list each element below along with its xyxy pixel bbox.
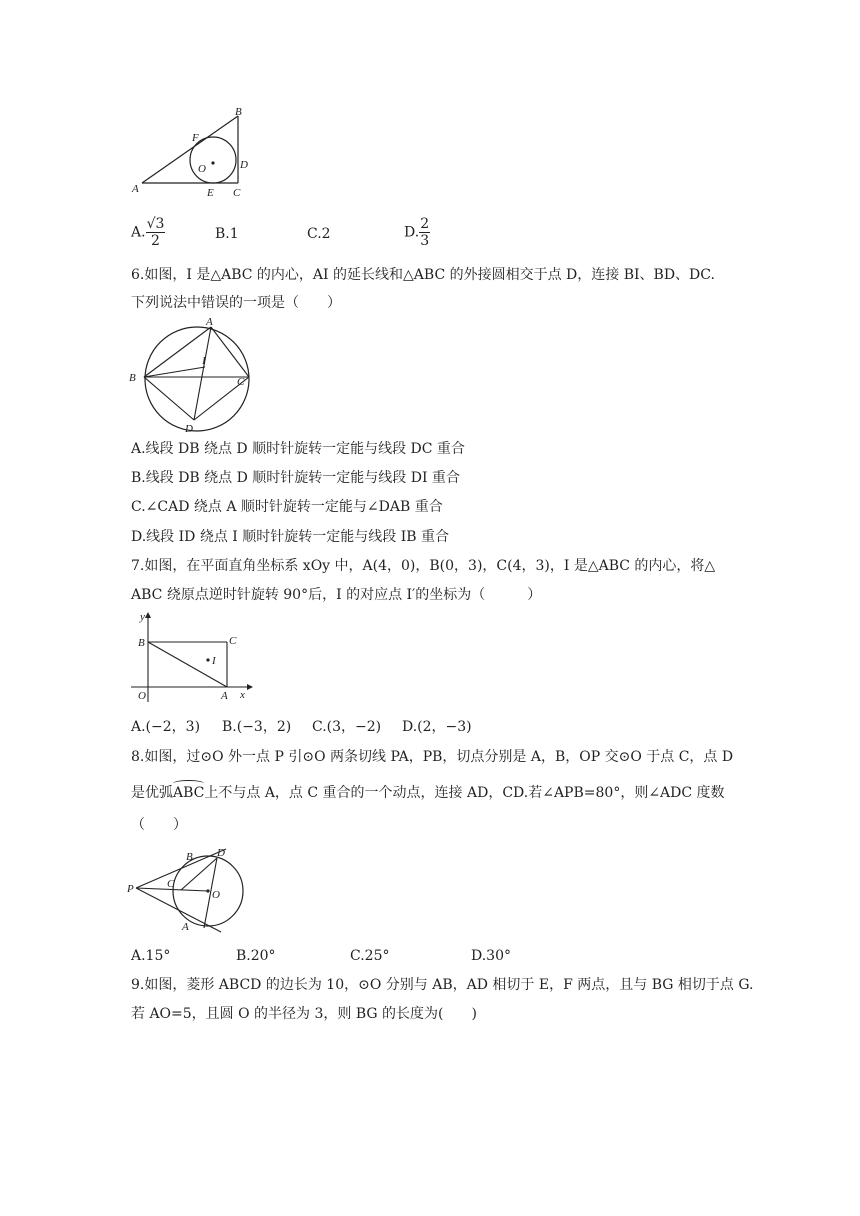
q6-option-c: C.∠CAD 绕点 A 顺时针旋转一定能与∠DAB 重合 bbox=[131, 499, 443, 515]
q5-label-e: E bbox=[207, 187, 214, 199]
q8-label-b: B bbox=[186, 851, 193, 863]
q8-stem-line3: （ ） bbox=[131, 817, 187, 833]
q5-label-c: C bbox=[233, 187, 241, 199]
q7-figure bbox=[126, 610, 256, 705]
q7-option-c: C.(3，−2) bbox=[312, 719, 382, 735]
q7-option-b: B.(−3，2) bbox=[222, 719, 292, 735]
q8-label-p: P bbox=[127, 883, 134, 895]
q6-option-a: A.线段 DB 绕点 D 顺时针旋转一定能与线段 DC 重合 bbox=[131, 441, 465, 457]
q7-label-y: y bbox=[140, 611, 145, 623]
q6-label-i: I bbox=[202, 355, 206, 367]
q7-label-x: x bbox=[240, 689, 245, 701]
q9-stem-line1: 9.如图，菱形 ABCD 的边长为 10，⊙O 分别与 AB，AD 相切于 E，F 两点，且与 BG 相切于点 G. bbox=[131, 977, 754, 993]
q7-label-a: A bbox=[221, 690, 228, 702]
q5-label-a: A bbox=[132, 183, 139, 195]
q7-option-d: D.(2，−3) bbox=[402, 719, 472, 735]
q5-label-o: O bbox=[198, 163, 206, 175]
q7-label-o: O bbox=[138, 690, 146, 702]
q6-label-b: B bbox=[129, 372, 136, 384]
q5-label-f: F bbox=[192, 132, 199, 144]
q5-label-b: B bbox=[235, 106, 242, 118]
q8-option-a: A.15° bbox=[131, 948, 171, 964]
q8-label-c: C bbox=[167, 878, 175, 890]
q8-option-b: B.20° bbox=[236, 948, 276, 964]
q6-option-d: D.线段 ID 绕点 I 顺时针旋转一定能与线段 IB 重合 bbox=[131, 529, 449, 545]
q8-figure bbox=[126, 840, 256, 940]
q6-stem-line2: 下列说法中错误的一项是（ ） bbox=[131, 295, 341, 311]
q5-option-a-fraction: $\frac{√3}{2}$ bbox=[146, 216, 165, 249]
q7-label-i: I bbox=[212, 655, 216, 667]
q7-label-b: B bbox=[138, 637, 145, 649]
q9-stem-line2: 若 AO=5，且圆 O 的半径为 3，则 BG 的长度为( ) bbox=[131, 1006, 477, 1022]
q8-stem-line2: 是优弧ABC上不与点 A，点 C 重合的一个动点，连接 AD，CD.若∠APB=80°，则∠ADC 度数 bbox=[131, 785, 725, 801]
q8-label-o: O bbox=[212, 889, 220, 901]
q7-label-c: C bbox=[229, 635, 237, 647]
q8-label-a: A bbox=[182, 921, 189, 933]
q5-option-d: D. $\frac{2}{3}$ bbox=[404, 216, 430, 249]
q5-figure bbox=[128, 104, 258, 202]
q5-option-a: A. $\frac{√3}{2}$ bbox=[131, 216, 165, 249]
q6-figure bbox=[126, 316, 256, 434]
q8-label-d: D bbox=[217, 847, 225, 859]
q5-label-d: D bbox=[240, 159, 248, 171]
q8-option-c: C.25° bbox=[350, 948, 390, 964]
q7-option-a: A.(−2，3) bbox=[131, 719, 201, 735]
q7-stem-line2: ABC 绕原点逆时针旋转 90°后，I 的对应点 I′的坐标为（ ） bbox=[131, 587, 542, 603]
q6-label-a: A bbox=[206, 316, 213, 328]
q5-option-d-fraction: $\frac{2}{3}$ bbox=[420, 216, 430, 249]
q8-arc-notation: ABC bbox=[173, 785, 205, 801]
q5-option-c: C.2 bbox=[307, 226, 331, 242]
q6-option-b: B.线段 DB 绕点 D 顺时针旋转一定能与线段 DI 重合 bbox=[131, 470, 460, 486]
q5-option-b: B.1 bbox=[215, 226, 239, 242]
q8-stem-line1: 8.如图，过⊙O 外一点 P 引⊙O 两条切线 PA，PB，切点分别是 A，B，OP 交⊙O 于点 C，点 D bbox=[131, 749, 734, 765]
q7-stem-line1: 7.如图，在平面直角坐标系 xOy 中，A(4，0)，B(0，3)，C(4，3)，I 是△ABC 的内心，将△ bbox=[131, 558, 716, 574]
q6-stem-line1: 6.如图，I 是△ABC 的内心，AI 的延长线和△ABC 的外接圆相交于点 D，连接 BI、BD、DC. bbox=[131, 267, 715, 283]
q6-label-d: D bbox=[185, 423, 193, 434]
q6-label-c: C bbox=[237, 376, 245, 388]
q8-option-d: D.30° bbox=[471, 948, 511, 964]
